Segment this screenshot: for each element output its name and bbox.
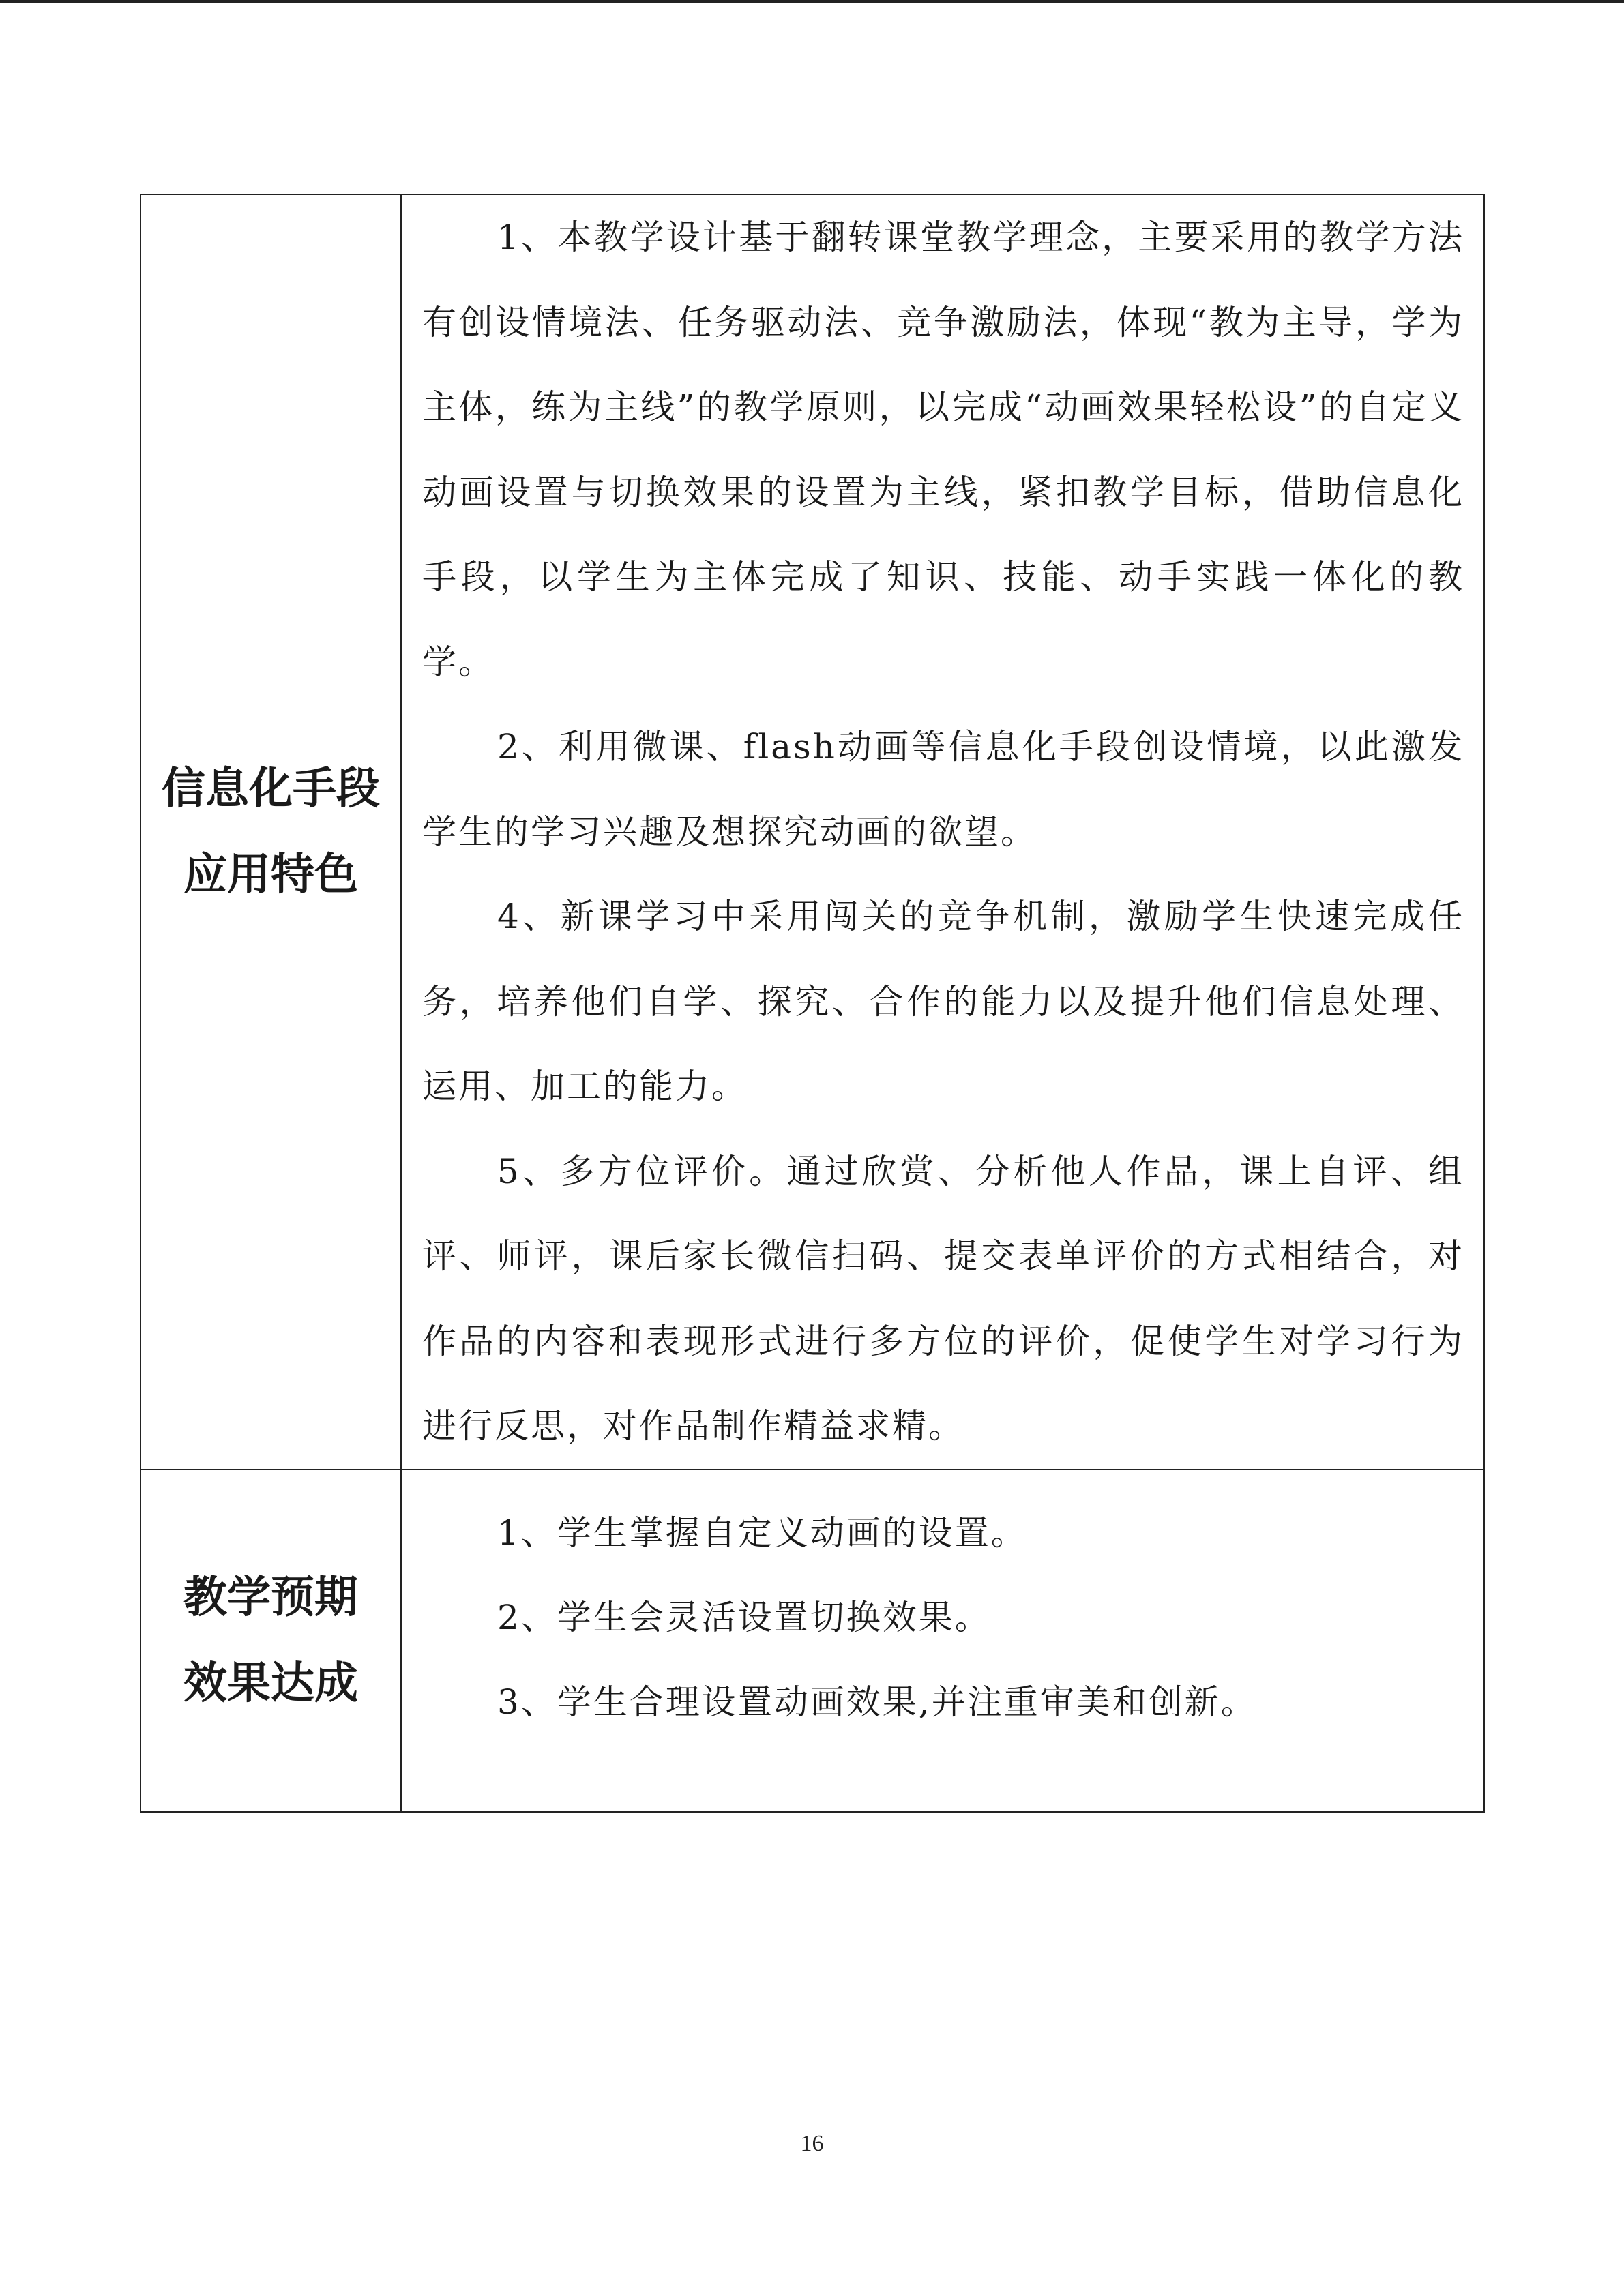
table-row-it-features — [141, 194, 1484, 1470]
page-number: 16 — [800, 2131, 824, 2156]
row-content-expected-outcome — [401, 1470, 1484, 1812]
row-content-it-features — [401, 194, 1484, 1470]
content-paragraph: 3、学生合理设置动画效果,并注重审美和创新。 — [497, 1682, 1257, 1722]
lesson-design-table — [140, 194, 1485, 1813]
content-paragraph: 5、多方位评价。通过欣赏、分析他人作品，课上自评、组评、师评，课后家长微信扫码、提交表单评价的方式相结合，对作品的内容和表现形式进行多方位的评价，促使学生对学习行为进行反思，对作品制作精益求精。 — [422, 1151, 1464, 1446]
content-paragraph: 2、利用微课、flash动画等信息化手段创设情境，以此激发学生的学习兴趣及想探究动画的欲望。 — [422, 727, 1464, 852]
row-label-line: 效果达成 — [183, 1658, 358, 1709]
content-paragraph: 4、新课学习中采用闯关的竞争机制，激励学生快速完成任务，培养他们自学、探究、合作的能力以及提升他们信息处理、运用、加工的能力。 — [422, 897, 1464, 1106]
row-label-line: 信息化手段 — [162, 763, 380, 814]
row-label-line: 应用特色 — [183, 849, 358, 900]
content-paragraph: 2、学生会灵活设置切换效果。 — [497, 1597, 991, 1637]
content-paragraph: 1、学生掌握自定义动画的设置。 — [497, 1512, 1027, 1553]
page-top-border — [0, 0, 1624, 3]
table-row-expected-outcome — [141, 1470, 1484, 1812]
row-label-line: 教学预期 — [183, 1572, 358, 1623]
content-paragraph: 1、本教学设计基于翻转课堂教学理念，主要采用的教学方法有创设情境法、任务驱动法、竞争激励法，体现“教为主导，学为主体，练为主线”的教学原则，以完成“动画效果轻松设”的自定义动画设置与切换效果的设置为主线，紧扣教学目标，借助信息化手段，以学生为主体完成了知识、技能、动手实践一体化的教学。 — [422, 218, 1464, 682]
row-label-expected-outcome — [141, 1470, 401, 1812]
row-label-it-features — [141, 194, 401, 1470]
